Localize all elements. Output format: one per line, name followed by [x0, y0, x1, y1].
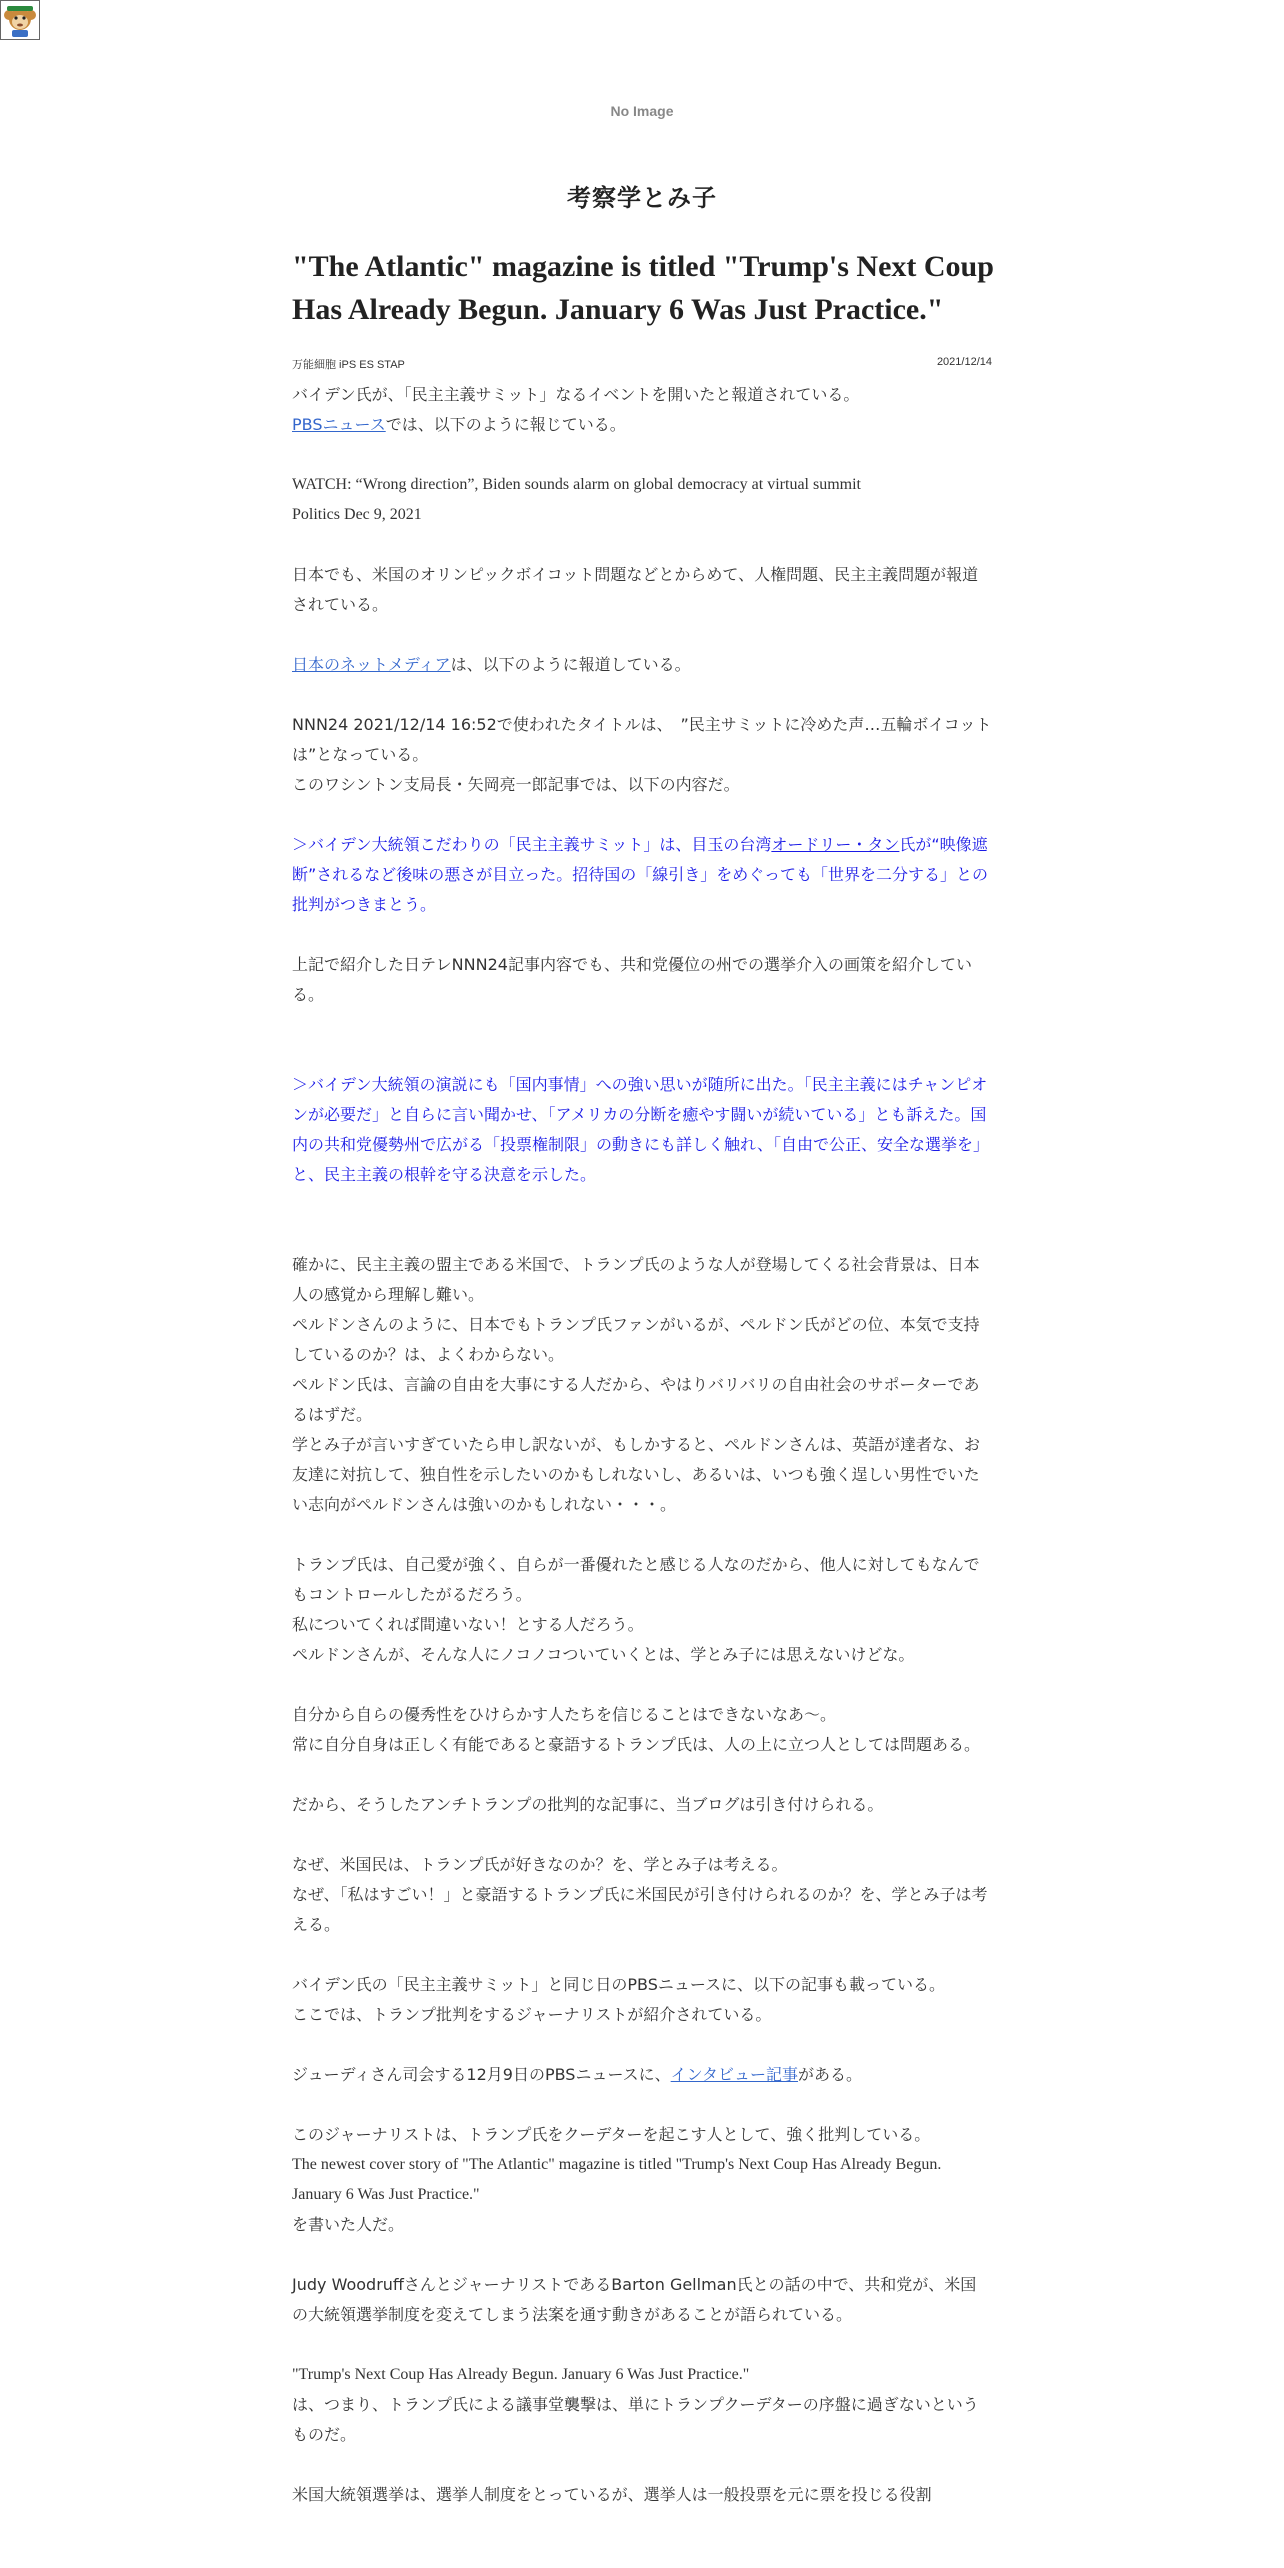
spacer — [292, 1190, 992, 1250]
spacer — [292, 2090, 992, 2120]
spacer — [292, 1010, 992, 1070]
quote-text: 氏が“映像遮断”されるなど後味の悪さが目立った。招待国の「線引き」をめぐっても「世界を二分する」との批判がつきまとう。 — [292, 835, 988, 914]
spacer — [292, 440, 992, 470]
paragraph: 日本でも、米国のオリンピックボイコット問題などとからめて、人権問題、民主主義問題が報道されている。 — [292, 565, 979, 614]
paragraph: だから、そうしたアンチトランプの批判的な記事に、当ブログは引き付けられる。 — [292, 1795, 884, 1814]
spacer — [292, 530, 992, 560]
paragraph-text: がある。 — [798, 2065, 863, 2084]
paragraph: 常に自分自身は正しく有能であると豪語するトランプ氏は、人の上に立つ人としては問題ある。 — [292, 1735, 981, 1754]
japan-net-media-link[interactable]: 日本のネットメディア — [292, 655, 451, 674]
paragraph: 確かに、民主主義の盟主である米国で、トランプ氏のような人が登場してくる社会背景は、日本人の感覚から理解し難い。 — [292, 1255, 980, 1304]
pbs-news-link[interactable]: PBSニュース — [292, 415, 386, 434]
paragraph — [292, 410, 992, 440]
spacer — [292, 1820, 992, 1850]
no-image-placeholder: No Image — [610, 103, 674, 119]
spacer — [292, 620, 992, 650]
paragraph-text: ジューディさん司会する12月9日のPBSニュースに、 — [292, 2065, 671, 2084]
paragraph: このワシントン支局長・矢岡亮一郎記事では、以下の内容だ。 — [292, 775, 740, 794]
paragraph — [292, 2060, 992, 2090]
quote-text: ＞バイデン大統領こだわりの「民主主義サミット」は、目玉の台湾 — [292, 835, 772, 854]
paragraph: は、つまり、トランプ氏による議事堂襲撃は、単にトランプクーデターの序盤に過ぎないというものだ。 — [292, 2395, 979, 2444]
spacer — [292, 680, 992, 710]
paragraph: 私についてくれば間違いない！とする人だろう。 — [292, 1615, 644, 1634]
paragraph: バイデン氏の「民主主義サミット」と同じ日のPBSニュースに、以下の記事も載っている。 — [292, 1975, 946, 1994]
paragraph: を書いた人だ。 — [292, 2215, 405, 2234]
paragraph: なぜ、「私はすごい！」と豪語するトランプ氏に米国民が引き付けられるのか？を、学とみ子は考える。 — [292, 1885, 988, 1934]
paragraph: Politics Dec 9, 2021 — [292, 506, 422, 523]
article-category[interactable]: 万能細胞 iPS ES STAP — [292, 359, 405, 371]
paragraph: Judy Woodruffさんとジャーナリストである​Barton Gellman氏との話の中で、共和党が、米国の大統領選挙制度を変えてしまう法案を通す動きがあることが語られている。 — [292, 2275, 977, 2324]
paragraph: 自分から自らの優秀性をひけらかす人たちを信じることはできないなあ～。 — [292, 1705, 837, 1724]
avatar[interactable] — [0, 0, 40, 40]
spacer — [292, 2450, 992, 2480]
article-date: 2021/12/14 — [936, 356, 992, 368]
audrey-tang-link[interactable]: オードリー・タン — [771, 835, 900, 854]
quote-block — [292, 830, 992, 920]
paragraph: 学とみ子が言いすぎていたら申し訳ないが、もしかすると、ペルドンさんは、英語が達者な、お友達に対抗して、独自性を示したいのかもしれないし、あるいは、いつも強く逞しい男性でいたい志向がペルドンさんは強いのかもしれない・・・。 — [292, 1435, 981, 1514]
paragraph: "Trump's Next Coup Has Already Begun. January 6 Was Just Practice." — [292, 2366, 750, 2383]
paragraph: WATCH: “Wrong direction”, Biden sounds alarm on global democracy at virtual summit — [292, 476, 861, 493]
paragraph: ここでは、トランプ批判をするジャーナリストが紹介されている。 — [292, 2005, 772, 2024]
paragraph: バイデン氏が、「民主主義サミット」なるイベントを開いたと報道されている。 — [292, 385, 860, 404]
spacer — [292, 920, 992, 950]
monkey-avatar-icon — [1, 1, 39, 39]
article-body — [292, 380, 992, 2510]
article-meta — [292, 356, 992, 372]
paragraph: ペルドンさんのように、日本でもトランプ氏ファンがいるが、ペルドン氏がどの位、本気で支持しているのか？は、よくわからない。 — [292, 1315, 980, 1364]
article-title[interactable]: "The Atlantic" magazine is titled "Trump's Next Coup Has Already Begun. January 6 Was Just Practice." — [292, 250, 994, 326]
paragraph: 上記で紹介した日テレNNN24記事内容でも、共和党優位の州での選挙介入の画策を紹介している。 — [292, 955, 972, 1004]
paragraph: トランプ氏は、自己愛が強く、自らが一番優れたと感じる人なのだから、他人に対してもなんでもコントロールしたがるだろう。 — [292, 1555, 980, 1604]
spacer — [292, 1670, 992, 1700]
spacer — [292, 1940, 992, 1970]
quote-block: ＞バイデン大統領の演説にも「国内事情」への強い思いが随所に出た。「民主主義にはチャンピオンが必要だ」と自らに言い聞かせ、「アメリカの分断を癒やす闘いが続いている」とも訴えた。国内の共和党優勢州で広がる「投票権制限」の動きにも詳しく触れ、「自由で公正、安全な選挙を」と、民主主義の根幹を守る決意を示した。 — [292, 1075, 989, 1184]
paragraph: The newest cover story of "The Atlantic" magazine is titled "Trump's Next Coup Has Already Begun. January 6 Was Just Practice." — [292, 2156, 942, 2203]
spacer — [292, 800, 992, 830]
paragraph: このジャーナリストは、トランプ氏をクーデターを起こす人として、強く批判している。 — [292, 2125, 931, 2144]
spacer — [292, 2330, 992, 2360]
blog-title[interactable]: 考察学とみ子 — [567, 184, 717, 212]
paragraph: なぜ、米国民は、トランプ氏が好きなのか？を、学とみ子は考える。 — [292, 1855, 788, 1874]
paragraph-text: は、以下のように報道している。 — [450, 655, 691, 674]
paragraph: NNN24 2021/12/14 16:52で使われたタイトルは、 ”民主サミットに冷めた声…五輪ボイコットは”となっている。 — [292, 715, 992, 764]
interview-article-link[interactable]: インタビュー記事 — [670, 2065, 799, 2084]
paragraph: 米国大統領選挙は、選挙人制度をとっているが、選挙人は一般投票を元に票を投じる役割 — [292, 2485, 932, 2504]
spacer — [292, 2030, 992, 2060]
paragraph — [292, 650, 992, 680]
spacer — [292, 1520, 992, 1550]
paragraph-text: では、以下のように報じている。 — [385, 415, 626, 434]
paragraph: ペルドン氏は、言論の自由を大事にする人だから、やはりバリバリの自由社会のサポーターであるはずだ。 — [292, 1375, 980, 1424]
paragraph: ペルドンさんが、そんな人にノコノコついていくとは、学とみ子には思えないけどな。 — [292, 1645, 915, 1664]
spacer — [292, 2240, 992, 2270]
spacer — [292, 1760, 992, 1790]
